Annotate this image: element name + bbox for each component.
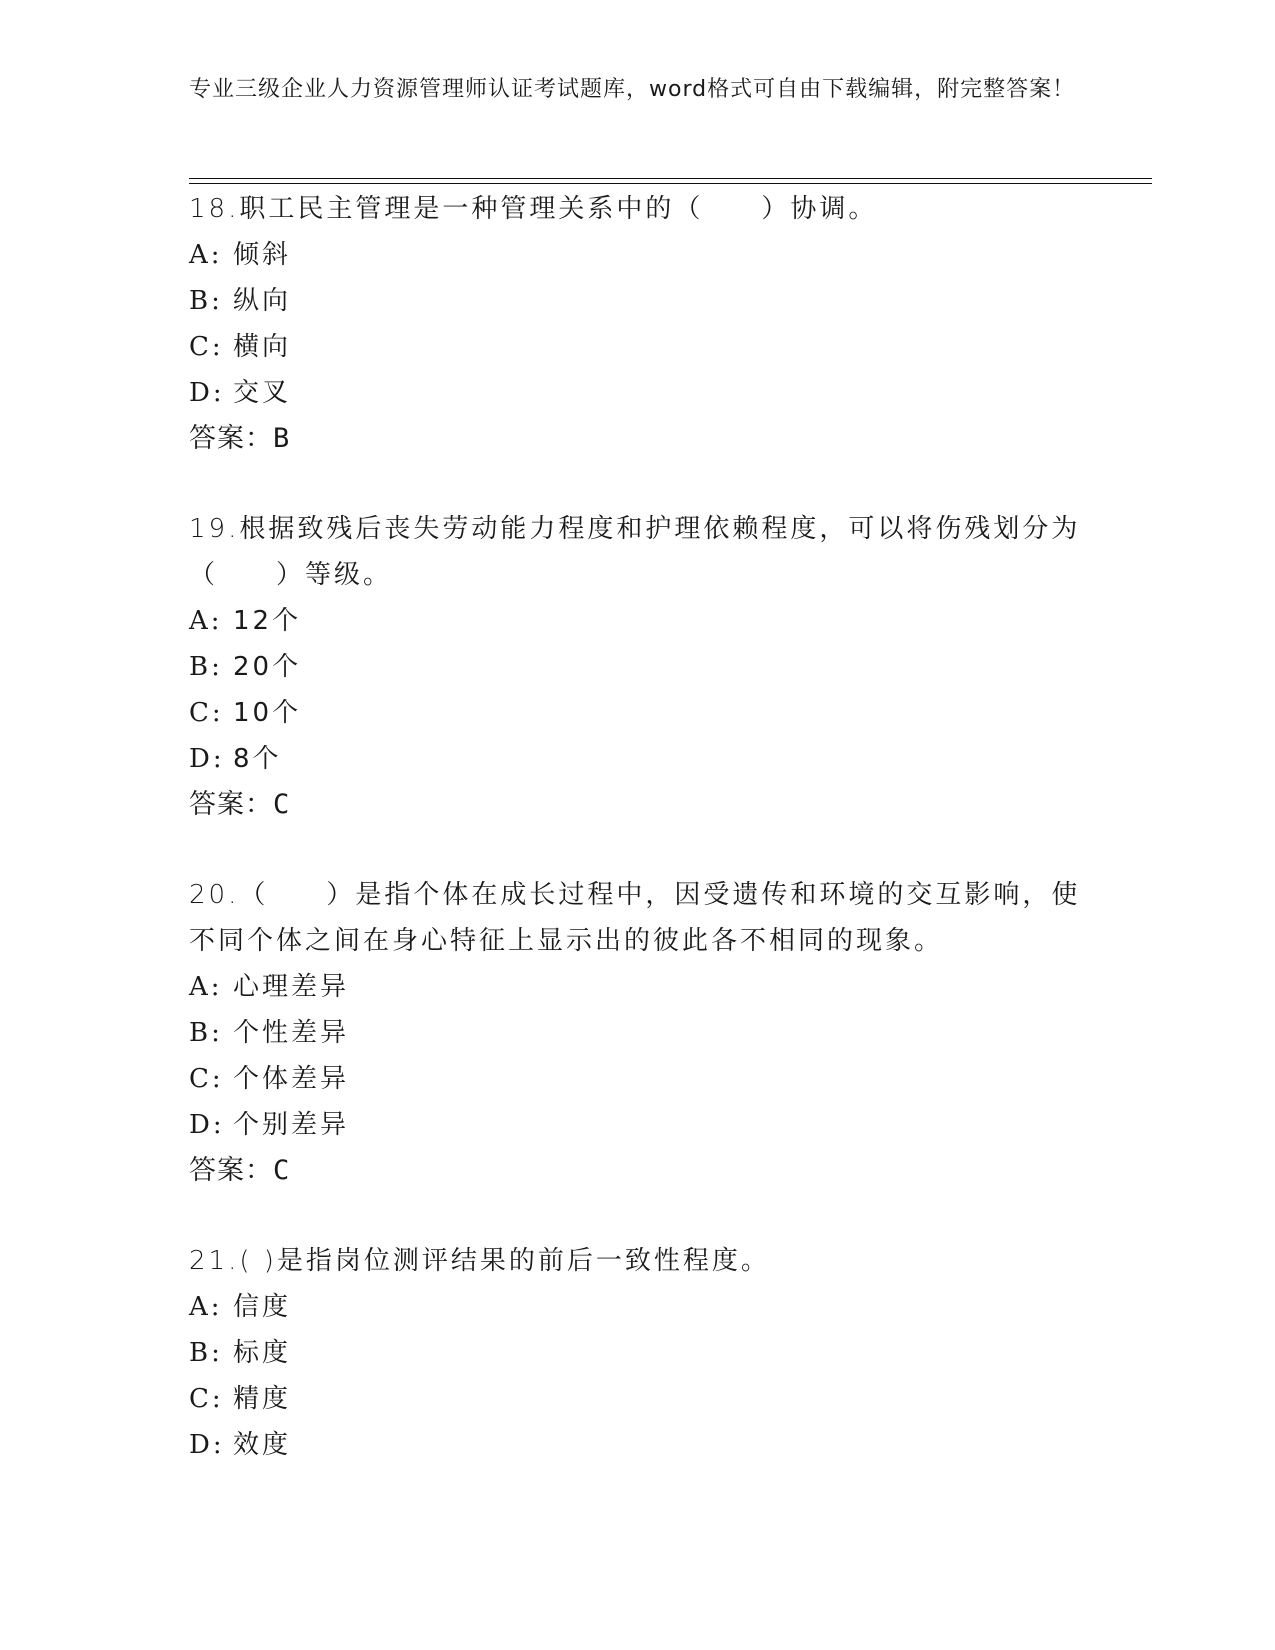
question-18 — [189, 186, 1089, 462]
option-b — [189, 278, 1089, 324]
option-letter: C: — [189, 1064, 224, 1094]
option-letter: D: — [189, 1110, 225, 1140]
option-a — [189, 598, 1089, 644]
option-b — [189, 1330, 1089, 1376]
question-stem: 20.（ ）是指个体在成长过程中，因受遗传和环境的交互影响，使不同个体之间在身心特征上显示出的彼此各不相同的现象。 — [189, 880, 1081, 956]
question-20 — [189, 872, 1089, 1194]
option-d — [189, 1102, 1089, 1148]
option-b — [189, 1010, 1089, 1056]
document-header: 专业三级企业人力资源管理师认证考试题库，word格式可自由下载编辑，附完整答案！ — [189, 77, 1076, 102]
option-text: 个别差异 — [233, 1110, 350, 1140]
option-text: 交叉 — [233, 378, 292, 408]
option-text: 信度 — [233, 1292, 292, 1322]
option-c — [189, 1376, 1089, 1422]
option-a — [189, 1284, 1089, 1330]
option-a — [189, 232, 1089, 278]
option-letter: D: — [189, 378, 225, 408]
header-rule-bottom — [189, 183, 1152, 184]
option-d — [189, 1422, 1089, 1468]
option-text: 个性差异 — [233, 1018, 350, 1048]
option-a — [189, 964, 1089, 1010]
answer-value: B — [273, 423, 291, 454]
answer-value: C — [273, 789, 291, 820]
option-letter: D: — [189, 744, 225, 774]
question-stem: 19.根据致残后丧失劳动能力程度和护理依赖程度，可以将伤残划分为（ ）等级。 — [189, 514, 1081, 590]
option-c — [189, 324, 1089, 370]
question-stem: 18.职工民主管理是一种管理关系中的（ ）协调。 — [189, 194, 878, 224]
option-text: 横向 — [233, 332, 292, 362]
option-text: 精度 — [233, 1384, 292, 1414]
answer-line — [189, 1148, 1089, 1194]
option-text: 标度 — [233, 1338, 292, 1368]
option-text: 倾斜 — [233, 240, 292, 270]
option-c — [189, 1056, 1089, 1102]
answer-line — [189, 782, 1089, 828]
option-d — [189, 736, 1089, 782]
answer-label: 答案： — [189, 1155, 273, 1186]
header-rule-top — [189, 178, 1152, 179]
option-letter: B: — [189, 1338, 223, 1368]
option-letter: A: — [189, 1292, 223, 1322]
option-letter: C: — [189, 332, 224, 362]
option-text: 纵向 — [233, 286, 292, 316]
option-d — [189, 370, 1089, 416]
option-letter: B: — [189, 286, 223, 316]
answer-label: 答案： — [189, 789, 273, 820]
question-stem: 21.( )是指岗位测评结果的前后一致性程度。 — [189, 1246, 770, 1276]
option-text: 心理差异 — [233, 972, 350, 1002]
option-text: 个体差异 — [233, 1064, 350, 1094]
question-19 — [189, 506, 1089, 828]
option-c — [189, 690, 1089, 736]
answer-line — [189, 416, 1089, 462]
option-text: 8个 — [233, 744, 282, 774]
answer-label: 答案： — [189, 423, 273, 454]
option-text: 效度 — [233, 1430, 292, 1460]
option-b — [189, 644, 1089, 690]
option-letter: A: — [189, 240, 223, 270]
option-text: 10个 — [233, 698, 302, 728]
option-letter: A: — [189, 972, 223, 1002]
option-text: 20个 — [233, 652, 302, 682]
option-letter: A: — [189, 606, 223, 636]
option-letter: C: — [189, 698, 224, 728]
answer-value: C — [273, 1155, 291, 1186]
option-letter: B: — [189, 1018, 223, 1048]
option-letter: D: — [189, 1430, 225, 1460]
option-letter: C: — [189, 1384, 224, 1414]
question-21 — [189, 1238, 1089, 1468]
option-text: 12个 — [233, 606, 302, 636]
option-letter: B: — [189, 652, 223, 682]
